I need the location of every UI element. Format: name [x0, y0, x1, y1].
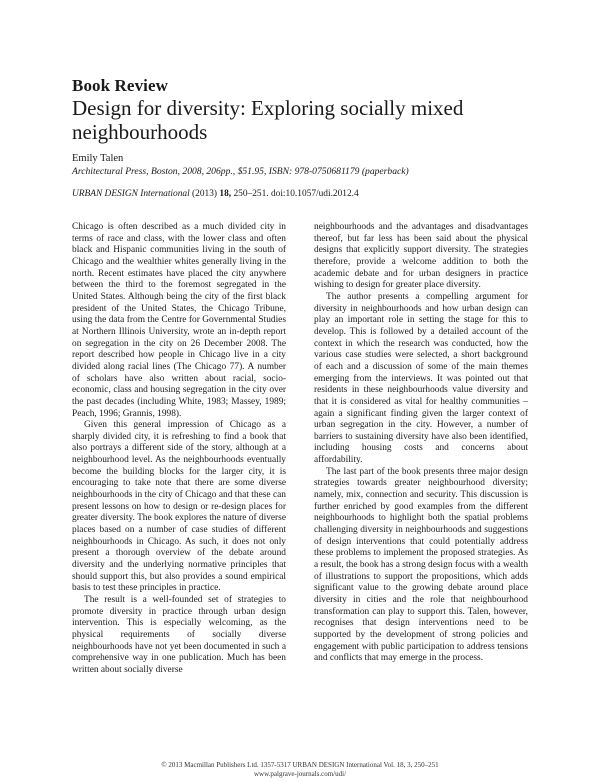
body-paragraph: Given this general impression of Chicago as a sharply divided city, it is refreshing to find a book that also portrays a different side of the story, although at a neighbourhood level. As the neighbourhoods eventually become the building blocks for the larger city, it is encouraging to take note that there are some diverse neighbourhoods in the city of Chicago and that these can present lessons on how to design or re-design places for greater diversity. The book explores the nature of diverse places based on a number of case studies of different neighbourhoods in Chicago. As such, it does not only present a thorough overview of the debate around diversity and the underlying normative principles that should support this, but also provides a sound empirical basis to test these principles in practice.: [72, 420, 286, 594]
citation-pages: 250–251. doi:10.1057/udi.2012.4: [233, 189, 359, 199]
body-paragraph: Chicago is often described as a much divided city in terms of race and class, with the lower class and often black and Hispanic communities living in the south of Chicago and the wealthier whites generally living in the north. Recent estimates have placed the city anywhere between the third to the foremost segregated in the United States. Although being the city of the first black president of the United States, the Chicago Tribune, using the data from the Centre for Governmental Studies at Northern Illinois University, wrote an in-depth report on segregation in the city on 26 December 2008. The report described how people in Chicago live in a city divided along racial lines (The Chicago 77). A number of scholars have also written about racial, socio-economic, class and housing segregation in the city over the past decades (including White, 1983; Massey, 1989; Peach, 1996; Grannis, 1998).: [72, 222, 286, 419]
footer-copyright: © 2013 Macmillan Publishers Ltd. 1357-5317 URBAN DESIGN International Vol. 18, 3, 250–251: [161, 761, 439, 769]
article-title: Design for diversity: Exploring socially mixed neighbourhoods: [72, 96, 464, 144]
body-column-left: [72, 222, 286, 677]
citation-volume: 18,: [219, 189, 232, 199]
citation-year: (2013): [192, 189, 218, 199]
author-name: Emily Talen: [72, 153, 124, 164]
citation-line: [72, 189, 359, 199]
body-paragraph: neighbourhoods and the advantages and disadvantages thereof, but far less has been said about the physical designs that explicitly support diversity. The strategies therefore, provide a welcome addition to both the academic debate and for urban designers in practice wishing to design for greater place diversity.: [314, 222, 528, 291]
body-column-right: [314, 222, 528, 665]
publication-details: Architectural Press, Boston, 2008, 206pp., $51.95, ISBN: 978-0750681179 (paperback): [72, 166, 409, 177]
body-paragraph: The result is a well-founded set of strategies to promote diversity in practice through urban design intervention. This is especially welcoming, as the physical requirements of socially diverse neighbourhoods have not yet been documented in such a comprehensive way in one publication. Much has been written about socially diverse: [72, 595, 286, 675]
section-label: Book Review: [72, 76, 169, 95]
journal-name: URBAN DESIGN International: [72, 189, 190, 199]
body-paragraph: The author presents a compelling argument for diversity in neighbourhoods and how urban design can play an important role in setting the stage for this to develop. This is followed by a detailed account of the context in which the research was conducted, how the various case studies were selected, a short background of each and a discussion of some of the main themes emerging from the interviews. It was pointed out that residents in these neighbourhoods value diversity and that it is considered as vital for healthy communities – again a significant finding given the larger context of urban segregation in the city. However, a number of barriers to sustaining diversity have also been identified, including housing costs and concerns about affordability.: [314, 291, 528, 466]
footer-url[interactable]: www.palgrave-journals.com/udi/: [253, 770, 347, 778]
body-paragraph: The last part of the book presents three major design strategies towards greater neighbourhood diversity; namely, mix, connection and security. This discussion is further enriched by good examples from the different neighbourhoods to highlight both the spatial problems challenging diversity in neighbourhoods and suggestions of design interventions that could potentially address these problems to implement the proposed strategies. As a result, the book has a strong design focus with a wealth of illustrations to support the propositions, which adds significant value to the growing debate around place diversity in cities and the role that neighbourhood transformation can play to support this. Talen, however, recognises that design interventions need to be supported by the development of strong policies and engagement with public participation to address tensions and conflicts that may emerge in the process.: [314, 466, 529, 664]
